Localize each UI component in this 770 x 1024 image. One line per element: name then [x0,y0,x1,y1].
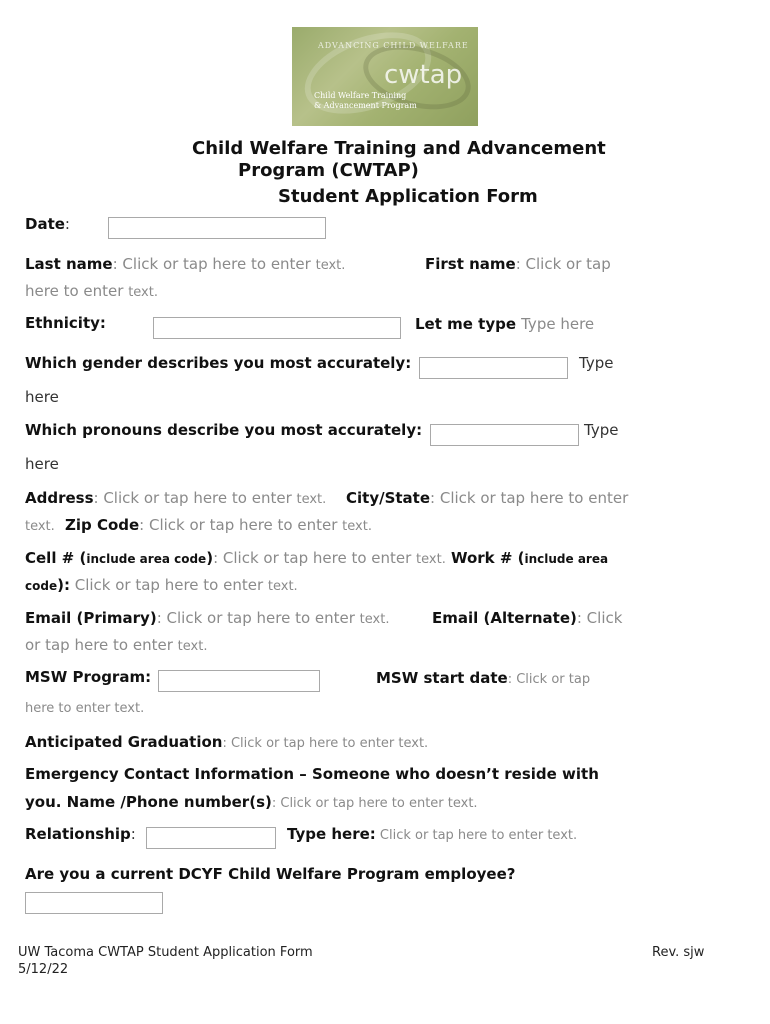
email-primary-row [25,608,389,627]
pronouns-type-input[interactable]: Type [584,421,619,439]
form-title-line1: Child Welfare Training and Advancement [192,138,606,159]
email-primary-input-tail[interactable]: text. [359,612,390,627]
work-label-close: ): [57,576,70,594]
first-name-row [425,254,611,273]
msw-program-label: MSW Program: [25,668,152,686]
msw-start-label: MSW start date [376,669,508,687]
date-label-group [25,214,70,233]
cell-work-row [25,548,608,567]
pronouns-dropdown[interactable] [430,424,579,446]
work-label-note-cont: code [25,579,58,593]
address-input-tail[interactable]: text. [296,492,327,507]
cell-label: Cell # ( [25,549,87,567]
email-primary-input[interactable]: : Click or tap here to enter [156,609,360,627]
address-label: Address [25,489,94,507]
dcyf-employee-question: Are you a current DCYF Child Welfare Program employee? [25,865,516,883]
ethnicity-dropdown[interactable] [153,317,401,339]
city-state-row [346,488,628,507]
emergency-contact-label: Emergency Contact Information – Someone who doesn’t reside with [25,765,599,783]
zip-row [25,515,372,534]
logo-brand: cwtap [384,60,463,90]
footer-revision: Rev. sjw [652,945,705,960]
logo-tagline: ADVANCING CHILD WELFARE [318,41,469,50]
cell-input[interactable]: : Click or tap here to enter [213,549,417,567]
gender-dropdown[interactable] [419,357,568,379]
last-name-input-tail[interactable]: text. [315,258,346,273]
email-primary-label: Email (Primary) [25,609,157,627]
logo-subtitle: Child Welfare Training & Advancement Program [314,91,417,110]
first-name-input[interactable]: : Click or tap [515,255,611,273]
graduation-label: Anticipated Graduation [25,733,223,751]
relationship-label-group [25,824,136,843]
cwtap-logo [292,27,478,126]
pronouns-type-input-cont[interactable]: here [25,455,59,473]
zip-code-input-tail[interactable]: text. [342,519,372,534]
email-alternate-row-cont [25,635,207,654]
zip-code-label: Zip Code [64,516,140,534]
gender-type-input-cont[interactable]: here [25,388,59,406]
footer-form-name: UW Tacoma CWTAP Student Application Form [18,945,313,960]
first-name-label: First name [425,255,516,273]
msw-start-input-cont[interactable]: here to enter text. [25,701,145,716]
relationship-dropdown[interactable] [146,827,276,849]
email-alternate-label: Email (Alternate) [432,609,577,627]
graduation-input[interactable]: : Click or tap here to enter text. [222,736,429,751]
footer-date: 5/12/22 [18,962,69,977]
date-colon: : [64,215,70,233]
relationship-type-row [287,824,577,843]
work-input[interactable]: Click or tap here to enter [69,576,268,594]
gender-type-input[interactable]: Type [579,354,614,372]
email-alternate-input-tail[interactable]: text. [177,639,208,654]
emergency-contact-row [25,792,478,811]
msw-start-row [376,668,590,687]
address-input[interactable]: : Click or tap here to enter [93,489,297,507]
last-name-row [25,254,345,273]
pronouns-label: Which pronouns describe you most accurately: [25,421,423,439]
last-name-label: Last name [25,255,113,273]
dcyf-employee-dropdown[interactable] [25,892,163,914]
email-alternate-row [432,608,622,627]
cell-label-note: include area code [86,552,207,566]
work-input-tail[interactable]: text. [267,579,298,594]
first-name-input-cont[interactable]: here to enter [25,282,129,300]
zip-code-input[interactable]: : Click or tap here to enter [139,516,343,534]
relationship-type-input[interactable]: Click or tap here to enter text. [375,828,578,843]
work-row-cont [25,575,298,594]
msw-program-dropdown[interactable] [158,670,320,692]
first-name-input-tail[interactable]: text. [128,285,158,300]
date-input[interactable] [108,217,326,239]
ethnicity-label: Ethnicity: [25,314,106,332]
city-state-input[interactable]: : Click or tap here to enter [430,489,629,507]
gender-label: Which gender describes you most accurately: [25,354,412,372]
address-row [25,488,326,507]
relationship-label: Relationship [25,825,131,843]
cell-label-close: ) [206,549,214,567]
work-label-note: include area [524,552,609,566]
emergency-name-phone-label: you. Name /Phone number(s) [25,793,272,811]
graduation-row [25,732,428,751]
msw-start-input[interactable]: : Click or tap [507,672,591,687]
form-subtitle: Student Application Form [278,186,538,207]
date-label: Date [25,215,65,233]
relationship-type-label: Type here: [287,825,376,843]
city-state-input-tail[interactable]: text. [25,519,55,534]
work-label: Work # ( [450,549,525,567]
email-alternate-input-cont[interactable]: or tap here to enter [25,636,178,654]
city-state-label: City/State [346,489,431,507]
let-me-type-row [415,314,594,333]
last-name-input[interactable]: : Click or tap here to enter [112,255,316,273]
first-name-row-cont [25,281,158,300]
let-me-type-input[interactable]: Type here [521,315,595,333]
relationship-colon: : [130,825,136,843]
form-title-line2: Program (CWTAP) [238,160,419,181]
let-me-type-label: Let me type [415,315,517,333]
emergency-contact-input[interactable]: : Click or tap here to enter text. [271,796,478,811]
email-alternate-input[interactable]: : Click [576,609,623,627]
cell-input-tail[interactable]: text. [416,552,446,567]
